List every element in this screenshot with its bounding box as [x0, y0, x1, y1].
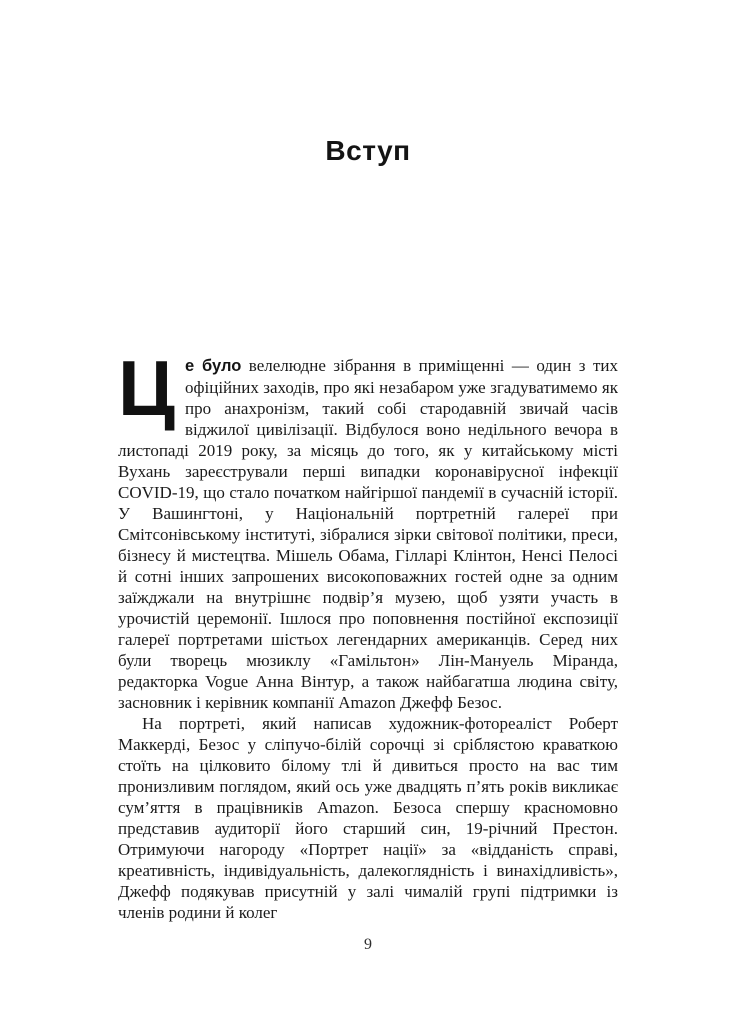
paragraph-text: велелюдне зібрання в приміщенні — один з тих офіційних заходів, про які незабаром уже згадуватимемо як про анахронізм, такий собі стародавній звичай часів віджилої цивілізації. Відбулося воно недільного вечора в листопаді 2019 року, за місяць до того, як у китайському місті Вухань зареєстрували перші випадки коронавірусної інфекції COVID-19, що стало початком найгіршої пандемії в сучасній історії. У Вашингтоні, у Національній портретній галереї при Смітсонівському інституті, зібралися зірки світової політики, преси, бізнесу й мистецтва. Мішель Обама, Гілларі Клінтон, Ненсі Пелосі й сотні інших запрошених високоповажних гостей одне за одним заїжджали на внутрішнє подвір’я музею, щоб узяти участь в урочистій церемонії. Ішлося про поповнення постійної експозиції галереї портретами шістьох легендарних американців. Серед них були творець мюзиклу «Гамільтон» Лін-Мануель Міранда, редакторка Vogue Анна Вінтур, а також найбагатша людина світу, засновник і керівник компанії Amazon Джефф Безос. — [118, 356, 618, 712]
dropcap-letter: Ц — [118, 344, 175, 432]
paragraph-text: На портреті, який написав художник-фотореаліст Роберт Маккерді, Безос у сліпучо-білій сорочці зі сріблястою краваткою стоїть на цілковито білому тлі й дивиться просто на вас тим пронизливим поглядом, який ось уже двадцять п’ять років викликає сум’яття в працівників Amazon. Безоса спершу красномовно представив аудиторії його старший син, 19-річний Престон. Отримуючи нагороду «Портрет нації» за «відданість справі, креативність, індивідуальність, далекоглядність і винахідливість», Джефф подякував присутній у залі чималій групі підтримки із членів родини й колег — [118, 714, 618, 922]
lead-bold-text: е було — [184, 357, 242, 375]
paragraph-opening — [118, 344, 618, 713]
page-number: 9 — [364, 936, 372, 953]
text-block — [118, 344, 618, 923]
chapter-title: Вступ — [325, 135, 411, 166]
paragraph-second — [118, 713, 618, 923]
